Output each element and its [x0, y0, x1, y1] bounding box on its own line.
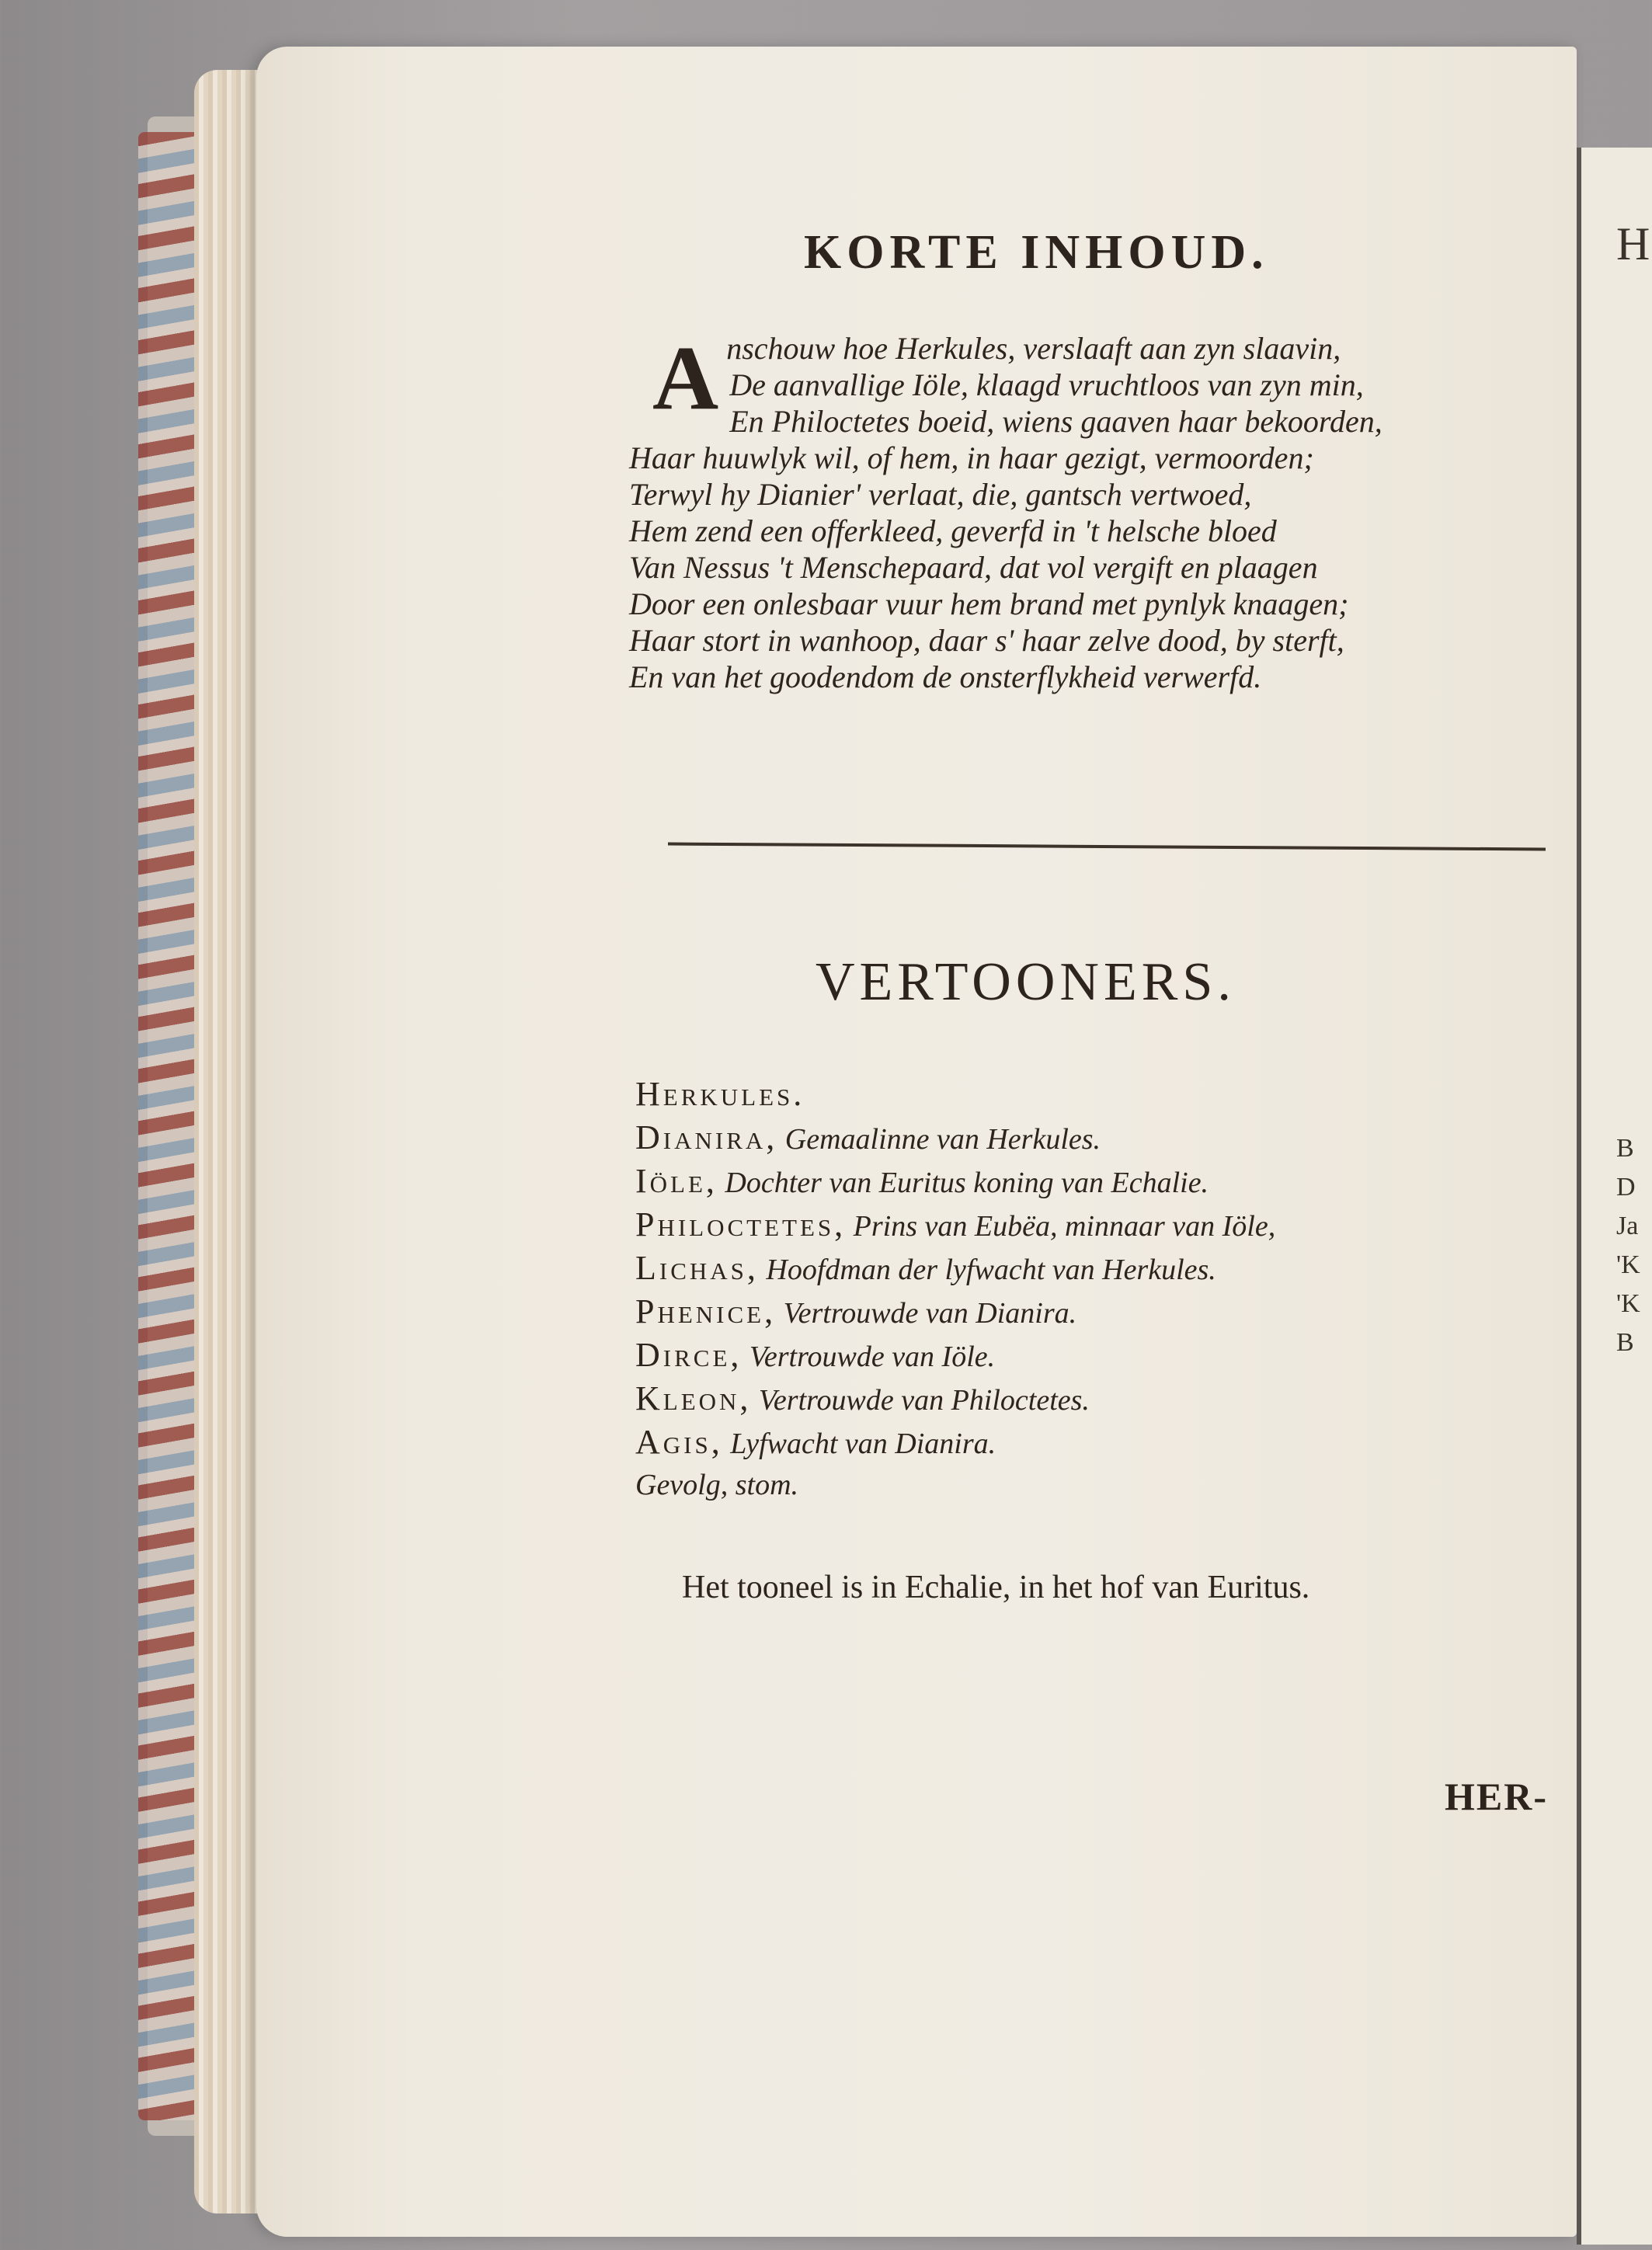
character-role: stom.: [735, 1469, 799, 1501]
character-name: Kleon,: [635, 1379, 752, 1417]
cast-row: [635, 1204, 1275, 1247]
character-name: Iöle,: [635, 1162, 718, 1200]
poem-line: nschouw hoe Herkules, verslaaft aan zyn slaavin,: [726, 331, 1341, 366]
poem-line: En Philoctetes boeid, wiens gaaven haar bekoorden,: [729, 404, 1382, 439]
poem-line: Haar stort in wanhoop, daar s' haar zelve dood, by sterft,: [629, 623, 1344, 658]
poem-line: Hem zend een offerkleed, geverfd in 't helsche bloed: [629, 513, 1277, 548]
cast-row: [635, 1378, 1275, 1421]
character-name: Philoctetes,: [635, 1205, 847, 1243]
character-role: Vertrouwde van Dianira.: [783, 1297, 1077, 1330]
facing-fragment: 'K: [1616, 1289, 1640, 1318]
cast-row: [635, 1247, 1275, 1291]
facing-fragment: B: [1616, 1328, 1634, 1357]
character-name: Lichas,: [635, 1249, 759, 1287]
poem-line: Van Nessus 't Menschepaard, dat vol vergift en plaagen: [629, 550, 1318, 585]
character-role: Vertrouwde van Iöle.: [749, 1341, 996, 1373]
facing-fragment: Ja: [1616, 1212, 1639, 1240]
cast-row: [635, 1334, 1275, 1378]
poem-line: Haar huuwlyk wil, of hem, in haar gezigt, vermoorden;: [629, 440, 1314, 475]
cast-row: [635, 1073, 1275, 1117]
character-name: Phenice,: [635, 1292, 777, 1330]
cast-list: [635, 1073, 1275, 1506]
character-name: Agis,: [635, 1423, 723, 1461]
character-name: Dianira,: [635, 1118, 778, 1156]
character-role: Vertrouwde van Philoctetes.: [758, 1384, 1090, 1417]
cast-row: [635, 1291, 1275, 1334]
cast-row: [635, 1160, 1275, 1204]
summary-heading: KORTE INHOUD.: [804, 226, 1269, 279]
cast-row: [635, 1117, 1275, 1160]
drop-capital: A: [652, 327, 719, 429]
poem-line: En van het goodendom de onsterflykheid verwerfd.: [629, 659, 1262, 694]
character-name: Dirce,: [635, 1336, 743, 1374]
catchword: HER-: [1445, 1775, 1548, 1818]
facing-fragment: H: [1616, 218, 1650, 270]
character-role: Prins van Eubëa, minnaar van Iöle,: [853, 1210, 1276, 1243]
character-role: Lyfwacht van Dianira.: [730, 1428, 996, 1460]
character-name: Gevolg,: [635, 1469, 729, 1501]
facing-fragment: 'K: [1616, 1250, 1640, 1279]
facing-fragment: B: [1616, 1134, 1634, 1163]
character-name: Herkules.: [635, 1075, 805, 1113]
character-role: Hoofdman der lyfwacht van Herkules.: [766, 1254, 1216, 1286]
poem-line: De aanvallige Iöle, klaagd vruchtloos van zyn min,: [729, 367, 1364, 402]
facing-fragment: D: [1616, 1173, 1636, 1202]
poem-line: Door een onlesbaar vuur hem brand met pynlyk knaagen;: [629, 586, 1349, 621]
poem-line: Terwyl hy Dianier' verlaat, die, gantsch vertwoed,: [629, 477, 1252, 512]
character-role: Dochter van Euritus koning van Echalie.: [725, 1167, 1209, 1199]
cast-heading: VERTOONERS.: [816, 952, 1236, 1012]
cast-row: [635, 1421, 1275, 1465]
scene-setting: Het tooneel is in Echalie, in het hof van Euritus.: [682, 1570, 1310, 1605]
facing-page: [1577, 148, 1652, 2245]
character-role: Gemaalinne van Herkules.: [784, 1123, 1101, 1156]
cast-row: [635, 1465, 1275, 1506]
summary-poem: [629, 327, 1515, 695]
